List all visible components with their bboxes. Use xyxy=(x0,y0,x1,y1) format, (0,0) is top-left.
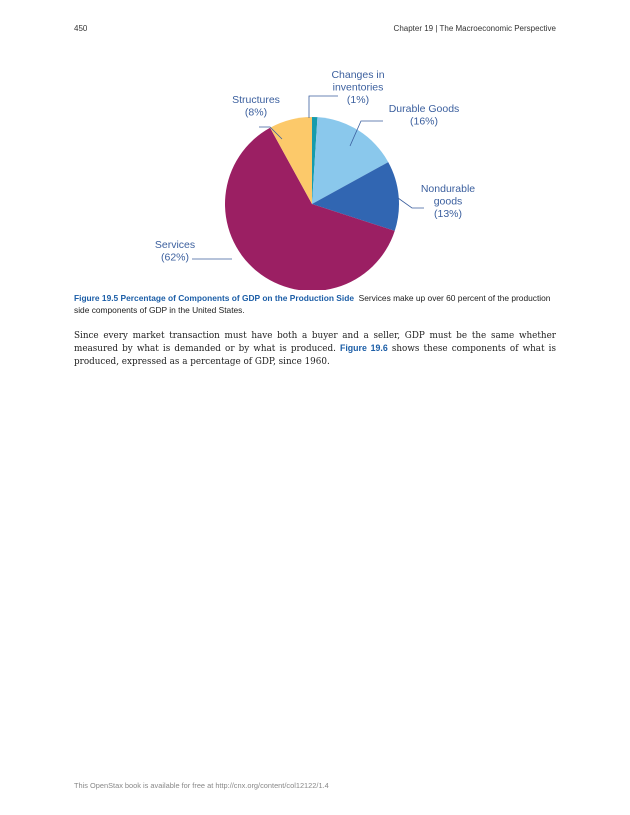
chapter-title: Chapter 19 | The Macroeconomic Perspective xyxy=(393,24,556,33)
figure-reference-link[interactable]: Figure 19.6 xyxy=(339,343,388,354)
leader-line xyxy=(309,96,338,118)
slice-label: Services (62%) xyxy=(154,239,196,264)
figure-caption xyxy=(74,293,556,316)
body-text-after: shows these components of what is produced, expressed as a percentage of GDP, since 1960. xyxy=(74,344,556,367)
page-footer: This OpenStax book is available for free at http://cnx.org/content/col12122/1.4 xyxy=(74,781,329,790)
figure-caption-text: Services make up over 60 percent of the production side components of GDP in the United States. xyxy=(74,293,551,315)
slice-label: Durable Goods (16%) xyxy=(388,103,460,128)
slice-label: Changes in inventories (1%) xyxy=(331,69,385,106)
pie-slices xyxy=(225,117,399,290)
body-paragraph xyxy=(74,330,556,368)
slice-label: Structures (8%) xyxy=(232,94,280,119)
pie-chart xyxy=(0,0,630,290)
figure-caption-title: Figure 19.5 Percentage of Components of GDP on the Production Side xyxy=(74,293,354,303)
body-text-before: Since every market transaction must have both a buyer and a seller, GDP must be the same whether measured by what is demanded or by what is produced. xyxy=(74,331,556,355)
slice-label: Nondurable goods (13%) xyxy=(420,183,476,220)
leader-line xyxy=(398,198,424,208)
page-number: 450 xyxy=(74,24,88,33)
